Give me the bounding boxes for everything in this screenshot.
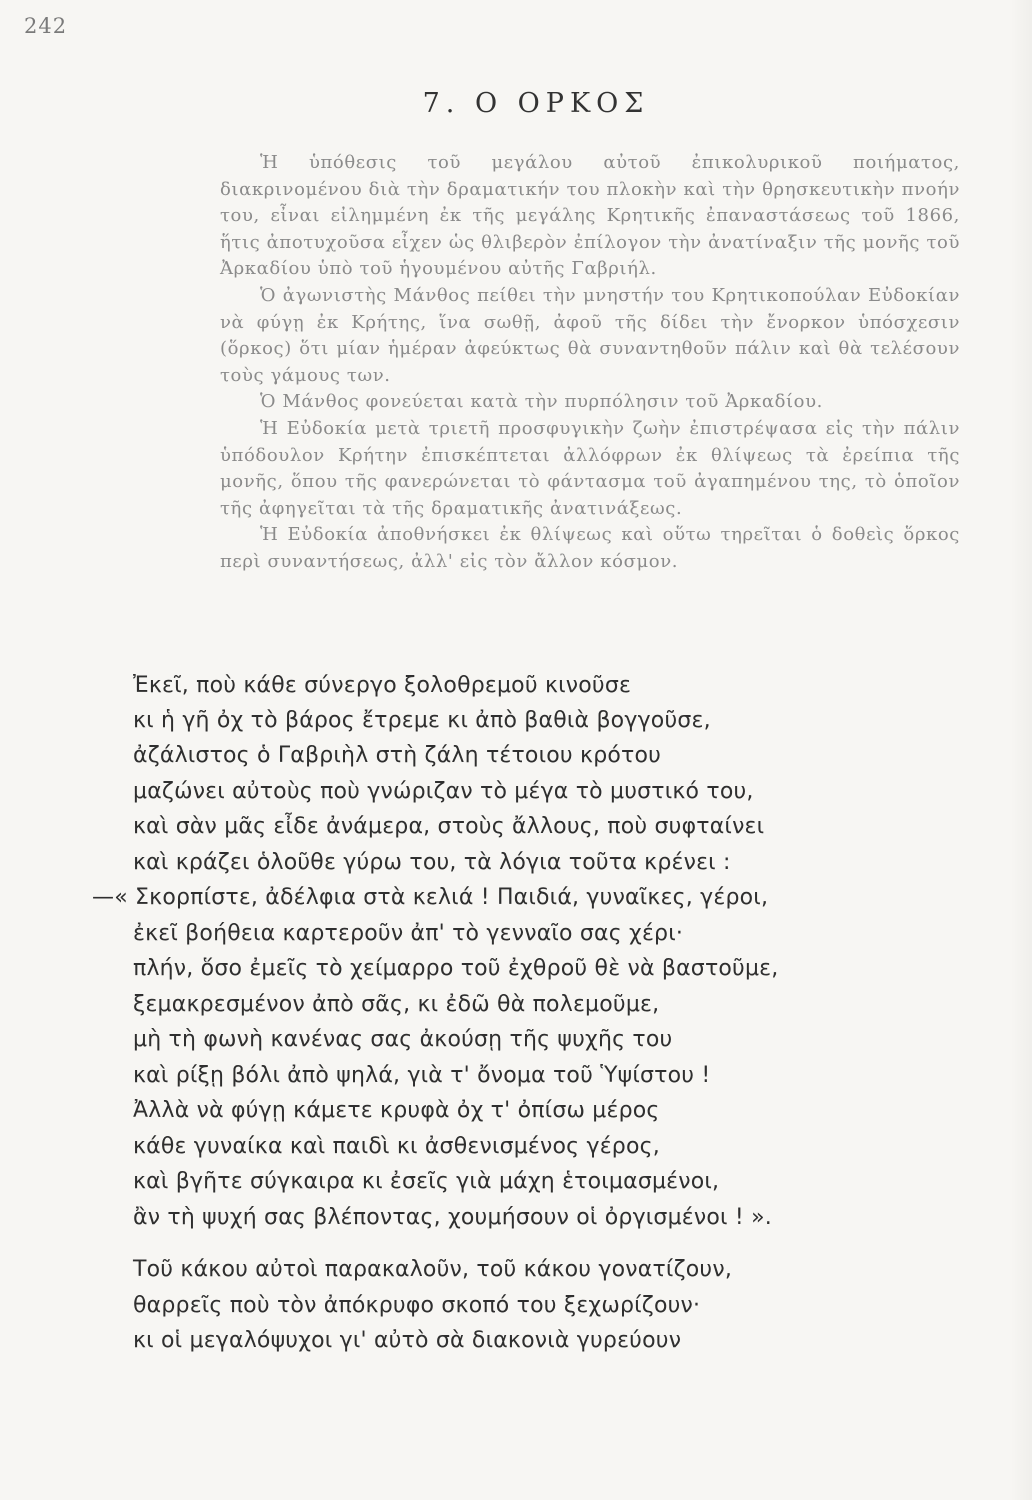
poem-line: καὶ ρίξῃ βόλι ἀπὸ ψηλά, γιὰ τ' ὄνομα τοῦ Ὑψίστου !	[133, 1063, 711, 1088]
intro-paragraph: Ὁ Μάνθος φονεύεται κατὰ τὴν πυρπόλησιν τοῦ Ἀρκαδίου.	[260, 391, 823, 413]
intro-paragraph: Ἡ Εὐδοκία ἀποθνήσκει ἐκ θλίψεως καὶ οὕτω τηρεῖται ὁ δοθεὶς ὅρκος περὶ συναντήσεως, ἀλλ' εἰς τὸν ἄλλον κόσμον.	[220, 524, 960, 572]
poem-line: Ἀλλὰ νὰ φύγῃ κάμετε κρυφὰ ὀχ τ' ὀπίσω μέρος	[133, 1098, 660, 1123]
poem-line: καὶ βγῆτε σύγκαιρα κι ἐσεῖς γιὰ μάχη ἑτοιμασμένοι,	[133, 1169, 720, 1194]
poem-line: κι οἱ μεγαλόψυχοι γι' αὐτὸ σὰ διακονιὰ γυρεύουν	[133, 1328, 682, 1353]
poem-line: ξεμακρεσμένον ἀπὸ σᾶς, κι ἐδῶ θὰ πολεμοῦμε,	[133, 992, 660, 1017]
poem-line: μὴ τὴ φωνὴ κανένας σας ἀκούσῃ τῆς ψυχῆς του	[133, 1027, 673, 1052]
poem-line: κάθε γυναίκα καὶ παιδὶ κι ἀσθενισμένος γέρος,	[133, 1134, 660, 1159]
poem-line: κι ἡ γῆ ὀχ τὸ βάρος ἔτρεμε κι ἀπὸ βαθιὰ βογγοῦσε,	[133, 708, 711, 733]
poem-line: ἂν τὴ ψυχή σας βλέποντας, χουμήσουν οἱ ὀργισμένοι ! ».	[133, 1205, 772, 1230]
intro-paragraph: Ἡ ὑπόθεσις τοῦ μεγάλου αὐτοῦ ἐπικολυρικοῦ ποιήματος, διακρινομένου διὰ τὴν δραματικήν του πλοκὴν καὶ τὴν θρησκευτικὴν πνοήν του, εἶναι εἰλημμένη ἐκ τῆς μεγάλης Κρητικῆς ἐπαναστάσεως τοῦ 1866, ἥτις ἀποτυχοῦσα εἶχεν ὡς θλιβερὸν ἐπίλογον τὴν ἀνατίναξιν τῆς μονῆς τοῦ Ἀρκαδίου ὑπὸ τοῦ ἡγουμένου αὐτῆς Γαβριήλ.	[220, 152, 960, 280]
poem-line: —« Σκορπίστε, ἀδέλφια στὰ κελιά ! Παιδιά, γυναῖκες, γέροι,	[92, 885, 769, 910]
poem-line: Τοῦ κάκου αὐτοὶ παρακαλοῦν, τοῦ κάκου γονατίζουν,	[133, 1257, 733, 1282]
poem-line: καὶ σὰν μᾶς εἶδε ἀνάμερα, στοὺς ἄλλους, ποὺ συφταίνει	[133, 814, 765, 839]
intro-summary	[220, 150, 960, 576]
intro-paragraph: Ἡ Εὐδοκία μετὰ τριετῆ προσφυγικὴν ζωὴν ἐπιστρέψασα εἰς τὴν πάλιν ὑπόδουλον Κρήτην ἐπισκέπτεται ἀλλόφρων ἐκ θλίψεως τὰ ἐρείπια τῆς μονῆς, ὅπου τῆς φανερώνεται τὸ φάντασμα τοῦ ἀγαπημένου της, τὸ ὁποῖον τῆς ἀφηγεῖται τὰ τῆς δραματικῆς ἀνατινάξεως.	[220, 417, 960, 519]
poem-line: Ἐκεῖ, ποὺ κάθε σύνεργο ξολοθρεμοῦ κινοῦσε	[133, 673, 632, 698]
page-edge-shadow	[1010, 0, 1032, 1500]
poem-line: πλήν, ὅσο ἐμεῖς τὸ χείμαρρο τοῦ ἐχθροῦ θὲ νὰ βαστοῦμε,	[133, 956, 779, 981]
poem-line: ἐκεῖ βοήθεια καρτεροῦν ἀπ' τὸ γενναῖο σας χέρι·	[133, 921, 684, 946]
intro-paragraph: Ὁ ἀγωνιστὴς Μάνθος πείθει τὴν μνηστήν του Κρητικοπούλαν Εὐδοκίαν νὰ φύγῃ ἐκ Κρήτης, ἵνα σωθῇ, ἀφοῦ τῆς δίδει τὴν ἔνορκον ὑπόσχεσιν (ὅρκος) ὅτι μίαν ἡμέραν ἀφεύκτως θὰ συναντηθοῦν πάλιν καὶ θὰ τελέσουν τοὺς γάμους των.	[220, 284, 960, 386]
poem-line: καὶ κράζει ὁλοῦθε γύρω του, τὰ λόγια τοῦτα κρένει :	[133, 850, 731, 875]
poem-line: ἀζάλιστος ὁ Γαβριὴλ στὴ ζάλη τέτοιου κρότου	[133, 743, 662, 768]
poem-line: μαζώνει αὐτοὺς ποὺ γνώριζαν τὸ μέγα τὸ μυστικό του,	[133, 779, 754, 804]
page-title: 7. Ο ΟΡΚΟΣ	[422, 88, 650, 119]
poem-line: θαρρεῖς ποὺ τὸν ἀπόκρυφο σκοπό του ξεχωρίζουν·	[133, 1293, 701, 1318]
page-number: 242	[24, 14, 68, 38]
